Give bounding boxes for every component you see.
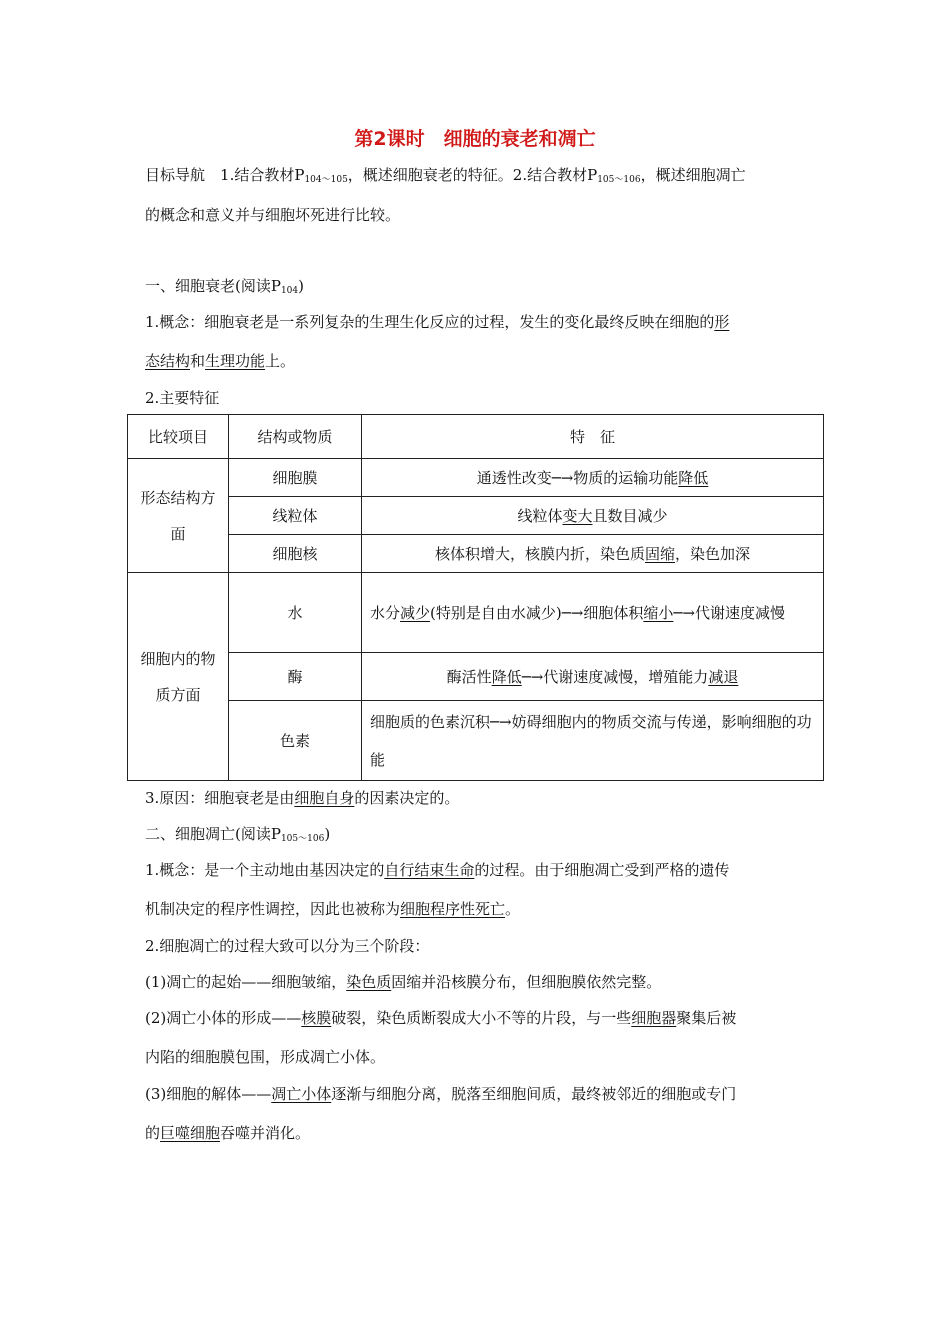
goals-line-1 [145,164,746,185]
stage-1-text: (1)凋亡的起始——细胞皱缩， [145,973,347,991]
stage-3-line2-end: 吞噬并消化。 [220,1124,311,1142]
stage-3-text: (3)细胞的解体—— [145,1085,272,1103]
stage-2-mid: 破裂，染色质断裂成大小不等的片段，与一些 [331,1009,632,1027]
feature-text-mid: ─→代谢速度减慢，增殖能力 [521,668,709,686]
section2-pages: 105～106 [280,834,325,844]
s2-concept-rest: 的过程。由于细胞凋亡受到严格的遗传 [474,861,730,879]
page-title: 第2课时 细胞的衰老和凋亡 [354,128,596,150]
blank-decrease: 降低 [678,469,709,487]
s1-concept-mid: 和 [190,352,206,370]
blank-morphology-a: 形 [714,313,730,331]
s1-concept-line2 [145,350,295,371]
goal-2-rest: ，概述细胞凋亡 [640,166,746,184]
blank-decline: 减退 [708,668,739,686]
blank-self: 细胞自身 [294,789,355,807]
blank-reduce: 减少 [400,603,431,622]
table-row [128,573,824,653]
blank-apoptotic-body: 凋亡小体 [271,1085,332,1103]
feature-text: 水分 [370,603,401,622]
blank-organelle: 细胞器 [631,1009,677,1027]
row-feature-water [362,573,824,653]
feature-text-mid: (特别是自由水减少)─→细胞体积 [430,603,644,622]
s2-concept-line1 [145,859,729,880]
stage-3-rest: 逐渐与细胞分离，脱落至细胞间质，最终被邻近的细胞或专门 [331,1085,737,1103]
section1-pages: 104 [280,286,299,296]
row-item-pigment: 色素 [229,701,362,781]
goal-2: ，概述细胞衰老的特征。2.结合教材P [347,166,598,184]
goals-line-2: 的概念和意义并与细胞坏死进行比较。 [145,206,401,224]
row-item-water: 水 [229,573,362,653]
blank-programmed-death: 细胞程序性死亡 [400,900,506,918]
goal-1: 1.结合教材P [220,166,305,184]
stage-1 [145,971,661,992]
cause-text-end: 的因素决定的。 [354,789,460,807]
stage-2-line2: 内陷的细胞膜包围，形成凋亡小体。 [145,1048,386,1066]
feature-text-end: ，染色加深 [675,545,751,563]
header-compare: 比较项目 [128,415,229,459]
row-feature-membrane [362,459,824,497]
goal-2-pages: 105～106 [597,175,641,185]
section1-heading-text: 一、细胞衰老(阅读P [145,277,281,295]
feature-text-end: 且数目减少 [592,507,668,525]
row-feature-pigment: 细胞质的色素沉积─→妨碍细胞内的物质交流与传递，影响细胞的功能 [362,701,824,781]
row-item-enzyme: 酶 [229,653,362,701]
s1-concept-end: 上。 [265,352,296,370]
stage-2-rest: 聚集后被 [676,1009,737,1027]
feature-text: 核体积增大，核膜内折，染色质 [434,545,645,563]
table-row [128,497,824,535]
s1-concept-line1 [145,311,729,332]
s2-concept-line2 [145,898,520,919]
row-feature-enzyme [362,653,824,701]
blank-morphology-b: 态结构 [145,352,191,370]
table-row [128,535,824,573]
table-row [128,653,824,701]
row-item-membrane: 细胞膜 [229,459,362,497]
section1-heading [145,275,304,296]
stage-2-line1 [145,1007,736,1028]
blank-lower: 降低 [491,668,522,686]
stages-heading: 2.细胞凋亡的过程大致可以分为三个阶段： [145,937,430,955]
section2-heading-close: ) [324,825,331,843]
row-feature-nucleus [362,535,824,573]
s1-cause [145,787,459,808]
group-morphology: 形态结构方面 [128,459,229,573]
blank-physiology: 生理功能 [205,352,266,370]
features-heading: 2.主要特征 [145,389,220,407]
feature-text-end: ─→代谢速度减慢 [673,603,785,622]
blank-macrophage: 巨噬细胞 [160,1124,221,1142]
section2-heading [145,823,330,844]
stage-3-line2 [145,1122,310,1143]
blank-chromatin: 染色质 [346,973,392,991]
s2-concept2-text: 机制决定的程序性调控，因此也被称为 [145,900,401,918]
feature-text: 通透性改变─→物质的运输功能 [476,469,679,487]
section2-heading-text: 二、细胞凋亡(阅读P [145,825,281,843]
header-structure: 结构或物质 [229,415,362,459]
s2-concept-text: 1.概念：是一个主动地由基因决定的 [145,861,385,879]
blank-condense: 固缩 [644,545,675,563]
goal-1-pages: 104～105 [304,175,348,185]
stage-3-line1 [145,1083,736,1104]
row-item-nucleus: 细胞核 [229,535,362,573]
stage-1-rest: 固缩并沿核膜分布，但细胞膜依然完整。 [391,973,662,991]
blank-enlarge: 变大 [562,507,593,525]
s1-concept-text: 1.概念：细胞衰老是一系列复杂的生理生化反应的过程，发生的变化最终反映在细胞的 [145,313,715,331]
table-row [128,701,824,781]
table-header-row [128,415,824,459]
blank-nuclear-membrane: 核膜 [301,1009,332,1027]
goals-label: 目标导航 [145,166,206,184]
features-table [127,414,824,781]
header-feature: 特 征 [362,415,824,459]
section1-heading-close: ) [298,277,304,295]
group-substance: 细胞内的物质方面 [128,573,229,781]
feature-text: 线粒体 [517,507,563,525]
cause-text: 3.原因：细胞衰老是由 [145,789,295,807]
row-item-mitochondria: 线粒体 [229,497,362,535]
blank-shrink: 缩小 [643,603,674,622]
row-feature-mitochondria [362,497,824,535]
feature-text: 酶活性 [446,668,492,686]
stage-3-line2-text: 的 [145,1124,161,1142]
table-row [128,459,824,497]
stage-2-text: (2)凋亡小体的形成—— [145,1009,302,1027]
blank-end-life: 自行结束生命 [384,861,475,879]
s2-concept2-end: 。 [505,900,521,918]
